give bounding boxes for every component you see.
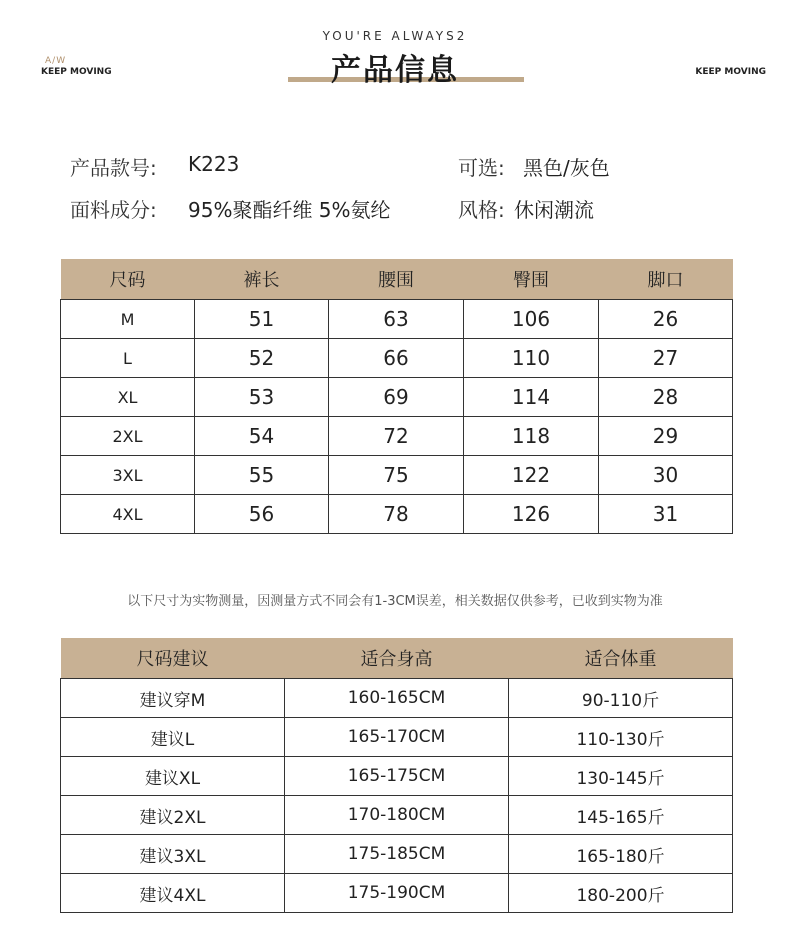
table-cell: 53: [195, 378, 329, 417]
table-row: [61, 835, 733, 874]
table-cell: 28: [599, 378, 733, 417]
color-value: 黑色/灰色: [523, 156, 610, 180]
table-cell: 126: [464, 495, 599, 534]
size-header-cell: 裤长: [195, 259, 329, 300]
season-mark: A/W: [45, 56, 67, 66]
size-header-cell: 尺码: [61, 259, 195, 300]
size-header-cell: 脚口: [599, 259, 733, 300]
table-cell: 66: [329, 339, 464, 378]
table-cell: 建议2XL: [61, 796, 285, 835]
table-cell: XL: [61, 378, 195, 417]
page-title: 产品信息: [331, 53, 459, 88]
table-row: [61, 495, 733, 534]
table-cell: 75: [329, 456, 464, 495]
table-cell: 63: [329, 300, 464, 339]
table-cell: 52: [195, 339, 329, 378]
table-cell: 78: [329, 495, 464, 534]
table-cell: 27: [599, 339, 733, 378]
table-cell: 建议L: [61, 718, 285, 757]
table-cell: 106: [464, 300, 599, 339]
table-cell: 165-175CM: [285, 757, 509, 796]
table-row: [61, 796, 733, 835]
table-cell: 54: [195, 417, 329, 456]
size-table: [60, 259, 733, 534]
table-cell: 26: [599, 300, 733, 339]
table-cell: 170-180CM: [285, 796, 509, 835]
table-cell: 30: [599, 456, 733, 495]
recommend-header-cell: 适合体重: [509, 638, 733, 679]
measurement-note: 以下尺寸为实物测量，因测量方式不同会有1-3CM误差，相关数据仅供参考，已收到实物为准: [127, 594, 663, 609]
table-cell: 72: [329, 417, 464, 456]
table-cell: 90-110斤: [509, 679, 733, 718]
recommend-header-cell: 尺码建议: [61, 638, 285, 679]
table-cell: 建议穿M: [61, 679, 285, 718]
table-cell: 145-165斤: [509, 796, 733, 835]
table-cell: 29: [599, 417, 733, 456]
table-cell: 114: [464, 378, 599, 417]
table-cell: 2XL: [61, 417, 195, 456]
header-tagline: YOU'RE ALWAYS2: [322, 29, 468, 43]
table-row: [61, 679, 733, 718]
model-value: K223: [188, 152, 240, 176]
table-cell: L: [61, 339, 195, 378]
table-cell: M: [61, 300, 195, 339]
table-cell: 56: [195, 495, 329, 534]
table-row: [61, 456, 733, 495]
table-cell: 118: [464, 417, 599, 456]
table-cell: 160-165CM: [285, 679, 509, 718]
table-cell: 165-180斤: [509, 835, 733, 874]
size-table-header: [61, 259, 733, 300]
motto-left: KEEP MOVING: [41, 67, 112, 77]
table-row: [61, 339, 733, 378]
table-cell: 165-170CM: [285, 718, 509, 757]
table-row: [61, 874, 733, 913]
table-cell: 建议XL: [61, 757, 285, 796]
table-cell: 110-130斤: [509, 718, 733, 757]
table-cell: 69: [329, 378, 464, 417]
color-label: 可选:: [458, 156, 505, 180]
table-cell: 4XL: [61, 495, 195, 534]
model-label: 产品款号:: [70, 156, 157, 180]
table-cell: 3XL: [61, 456, 195, 495]
table-row: [61, 378, 733, 417]
table-row: [61, 417, 733, 456]
motto-right: KEEP MOVING: [695, 67, 766, 77]
table-cell: 110: [464, 339, 599, 378]
table-cell: 建议3XL: [61, 835, 285, 874]
table-cell: 31: [599, 495, 733, 534]
table-row: [61, 757, 733, 796]
fabric-value: 95%聚酯纤维 5%氨纶: [188, 198, 391, 222]
recommend-header-cell: 适合身高: [285, 638, 509, 679]
size-recommendation-table: [60, 638, 733, 913]
fabric-label: 面料成分:: [70, 198, 157, 222]
recommend-table-header: [61, 638, 733, 679]
table-row: [61, 300, 733, 339]
table-cell: 51: [195, 300, 329, 339]
size-header-cell: 臀围: [464, 259, 599, 300]
table-cell: 55: [195, 456, 329, 495]
table-cell: 175-185CM: [285, 835, 509, 874]
table-cell: 建议4XL: [61, 874, 285, 913]
table-cell: 122: [464, 456, 599, 495]
table-cell: 180-200斤: [509, 874, 733, 913]
style-label: 风格:: [458, 198, 505, 222]
table-row: [61, 718, 733, 757]
style-value: 休闲潮流: [514, 198, 594, 222]
table-cell: 175-190CM: [285, 874, 509, 913]
size-header-cell: 腰围: [329, 259, 464, 300]
table-cell: 130-145斤: [509, 757, 733, 796]
